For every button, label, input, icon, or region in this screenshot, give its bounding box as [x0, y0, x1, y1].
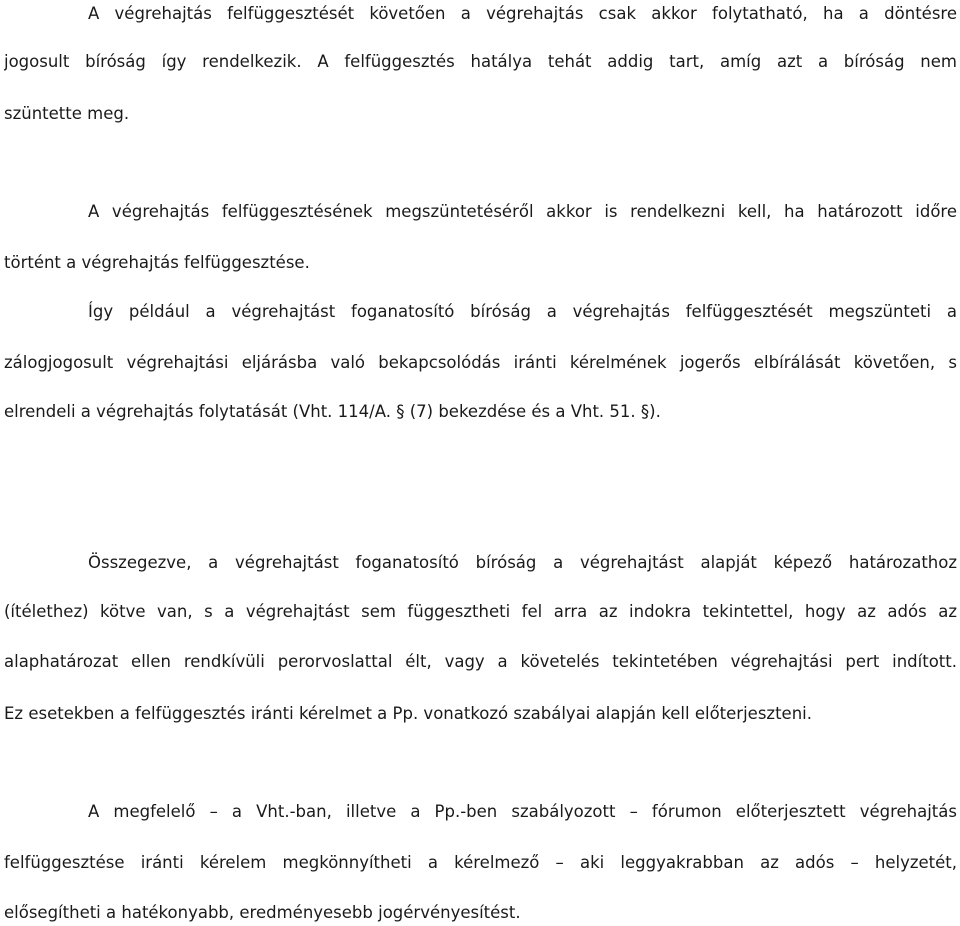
- text-line: A végrehajtás felfüggesztésének megszüntetéséről akkor is rendelkezni kell, ha határozott időre: [88, 202, 957, 221]
- text-line: (ítélethez) kötve van, s a végrehajtást sem függesztheti fel arra az indokra tekintettel, hogy az adós az: [4, 602, 957, 621]
- text-line: Így például a végrehajtást foganatosító bíróság a végrehajtás felfüggesztését megszünteti a: [88, 302, 957, 321]
- text-line: jogosult bíróság így rendelkezik. A felfüggesztés hatálya tehát addig tart, amíg azt a bíróság nem: [4, 52, 957, 71]
- text-line: A végrehajtás felfüggesztését követően a végrehajtás csak akkor folytatható, ha a döntésre: [88, 4, 957, 23]
- text-line: elősegítheti a hatékonyabb, eredményesebb jogérvényesítést.: [4, 903, 521, 922]
- text-line: Ez esetekben a felfüggesztés iránti kérelmet a Pp. vonatkozó szabályai alapján kell előterjeszteni.: [4, 704, 812, 723]
- text-line: zálogjogosult végrehajtási eljárásba való bekapcsolódás iránti kérelmének jogerős elbírálását követően, s: [4, 353, 957, 372]
- text-line: Összegezve, a végrehajtást foganatosító bíróság a végrehajtást alapját képező határozathoz: [88, 553, 957, 572]
- text-line: elrendeli a végrehajtás folytatását (Vht. 114/A. § (7) bekezdése és a Vht. 51. §).: [4, 402, 661, 421]
- text-line: történt a végrehajtás felfüggesztése.: [4, 253, 310, 272]
- text-line: felfüggesztése iránti kérelem megkönnyítheti a kérelmező – aki leggyakrabban az adós – helyzetét,: [4, 853, 957, 872]
- text-line: szüntette meg.: [4, 104, 130, 123]
- text-line: alaphatározat ellen rendkívüli perorvoslattal élt, vagy a követelés tekintetében végrehajtási pert indított.: [4, 652, 957, 671]
- text-line: A megfelelő – a Vht.-ban, illetve a Pp.-ben szabályozott – fórumon előterjesztett végrehajtás: [88, 802, 957, 821]
